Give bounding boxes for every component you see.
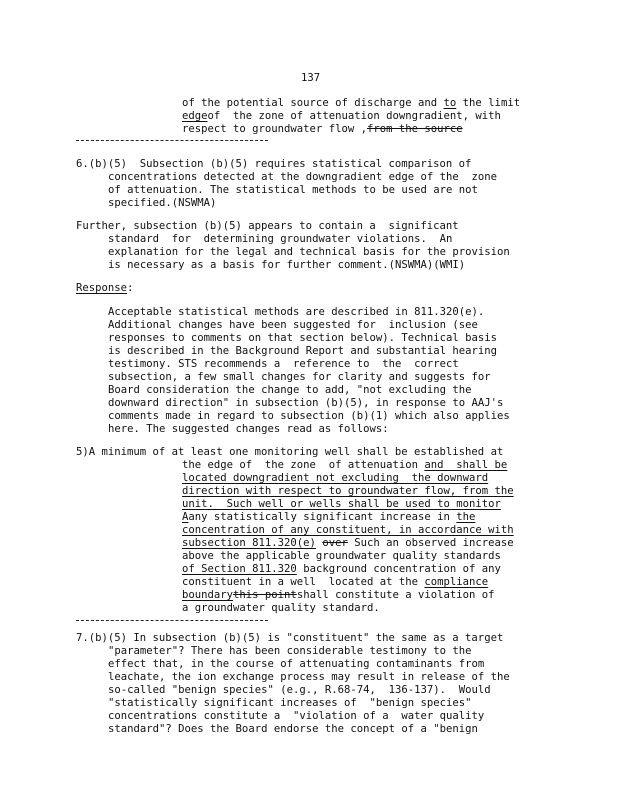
comment-7-line-7: concentrations constitute a "violation of a water quality <box>108 710 485 722</box>
rule-line-7: concentration of any constituent, in accordance with <box>182 524 514 536</box>
comment-6-line-4: specified.(NSWMA) <box>108 197 217 209</box>
response-line-3: responses to comments on that section below). Technical basis <box>108 332 498 344</box>
further-line-2: standard for determining groundwater violations. An <box>108 233 453 245</box>
comment-6-line-1: 6.(b)(5) Subsection (b)(5) requires statistical comparison of <box>76 158 472 170</box>
top-line-1: of the potential source of discharge and to the limit <box>182 97 521 109</box>
comment-7-line-8: standard"? Does the Board endorse the concept of a "benign <box>108 723 478 735</box>
rule-line-9: above the applicable groundwater quality standards <box>182 550 501 562</box>
top-line-3: respect to groundwater flow ,from the source <box>182 123 463 135</box>
response-line-2: Additional changes have been suggested for inclusion (see <box>108 319 478 331</box>
rule-line-8: subsection 811.320(e) over Such an observed increase <box>182 537 514 549</box>
response-line-7: Board consideration the change to add, "not excluding the <box>108 384 472 396</box>
further-line-3: explanation for the legal and technical basis for the provision <box>108 246 510 258</box>
rule-line-13: a groundwater quality standard. <box>182 602 380 614</box>
rule-line-4: direction with respect to groundwater flow, from the <box>182 485 514 497</box>
rule-line-5: unit. Such well or wells shall be used to monitor <box>182 498 501 510</box>
rule-line-3: located downgradient not excluding the downward <box>182 472 489 484</box>
response-heading: Response: <box>76 282 134 294</box>
response-line-4: is described in the Background Report and substantial hearing <box>108 345 498 357</box>
comment-7-line-1: 7.(b)(5) In subsection (b)(5) is "constituent" the same as a target <box>76 632 504 644</box>
response-line-10: here. The suggested changes read as follows: <box>108 423 389 435</box>
comment-7-line-3: effect that, in the course of attenuating contaminants from <box>108 658 485 670</box>
separator-1 <box>76 140 268 141</box>
comment-7-line-6: "statistically significant increases of "benign species" <box>108 697 472 709</box>
separator-2 <box>76 620 268 621</box>
comment-7-line-5: so-called "benign species" (e.g., R.68-74, 136-137). Would <box>108 684 491 696</box>
top-line-2: edgeof the zone of attenuation downgradient, with <box>182 110 501 122</box>
response-line-6: subsection, a few small changes for clarity and suggests for <box>108 371 491 383</box>
comment-7-line-2: "parameter"? There has been considerable testimony to the <box>108 645 472 657</box>
rule-line-12: boundarythis pointshall constitute a violation of <box>182 589 495 601</box>
rule-line-11: constituent in a well located at the compliance <box>182 576 489 588</box>
comment-7-line-4: leachate, the ion exchange process may result in release of the <box>108 671 510 683</box>
response-line-5: testimony. STS recommends a reference to the correct <box>108 358 459 370</box>
comment-6-line-2: concentrations detected at the downgradient edge of the zone <box>108 171 498 183</box>
response-line-1: Acceptable statistical methods are described in 811.320(e). <box>108 306 485 318</box>
rule-line-6: Aany statistically significant increase in the <box>182 511 476 523</box>
further-line-4: is necessary as a basis for further comment.(NSWMA)(WMI) <box>108 259 466 271</box>
rule-line-1: 5)A minimum of at least one monitoring well shall be established at <box>76 446 504 458</box>
further-line-1: Further, subsection (b)(5) appears to contain a significant <box>76 220 459 232</box>
comment-6-line-3: of attenuation. The statistical methods to be used are not <box>108 184 478 196</box>
rule-line-2: the edge of the zone of attenuation and shall be <box>182 459 508 471</box>
response-line-9: comments made in regard to subsection (b)(1) which also applies <box>108 410 510 422</box>
response-line-8: downward direction" in subsection (b)(5), in response to AAJ's <box>108 397 504 409</box>
page-number: 137 <box>301 72 321 84</box>
rule-line-10: of Section 811.320 background concentration of any <box>182 563 501 575</box>
